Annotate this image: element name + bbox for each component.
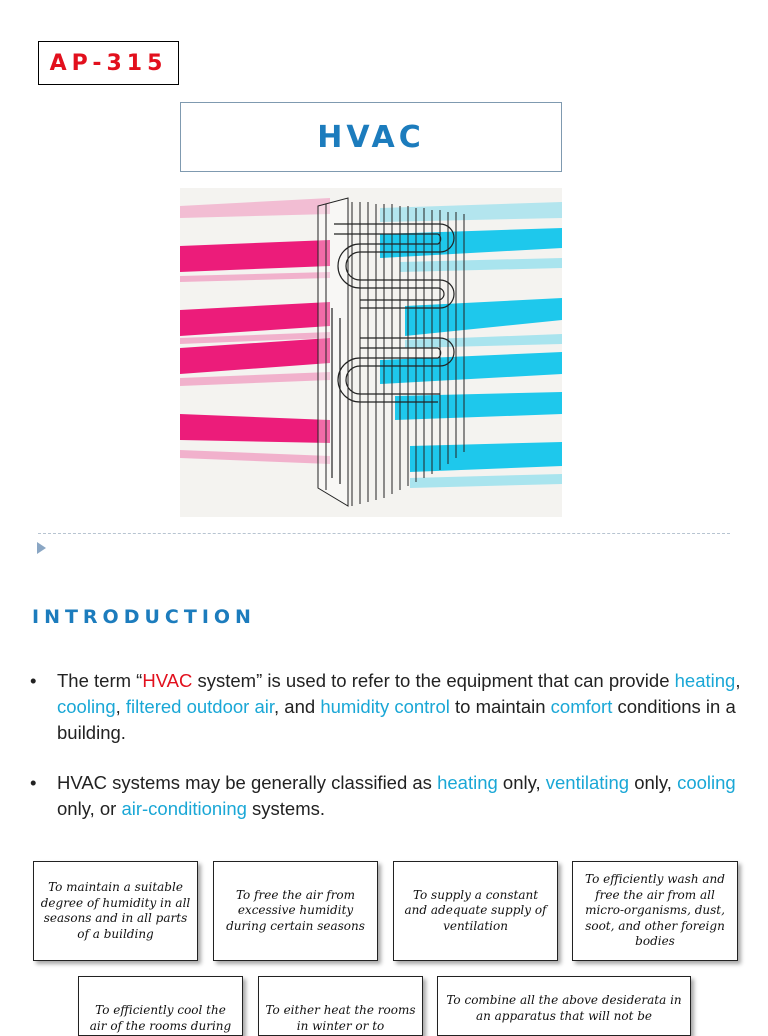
bullet-dot: •: [30, 670, 37, 691]
highlighted-term: humidity control: [320, 696, 450, 717]
bullet-text: [57, 770, 742, 822]
bullet-text: [57, 668, 742, 746]
hvac-coil-illustration: [180, 188, 562, 517]
text-segment: systems.: [246, 798, 326, 819]
bullet-item-2: [30, 770, 742, 822]
slide-title: HVAC: [180, 102, 562, 172]
highlighted-term: heating: [674, 670, 736, 691]
text-segment: only,: [629, 772, 678, 793]
objective-card: To supply a constant and adequate supply of ventilation: [393, 861, 558, 961]
highlighted-term: heating: [437, 772, 498, 793]
text-segment: ,: [115, 696, 126, 717]
slide-arrow-icon: [37, 542, 46, 554]
bullet-item-1: [30, 668, 742, 746]
text-segment: only,: [497, 772, 546, 793]
text-segment: to maintain: [449, 696, 551, 717]
objective-card: To efficiently wash and free the air from all micro-organisms, dust, soot, and other foreign bodies: [572, 861, 738, 961]
objective-card: To combine all the above desiderata in an apparatus that will not be: [437, 976, 691, 1036]
highlighted-term: air-conditioning: [121, 798, 247, 819]
slide-divider: [38, 533, 730, 534]
objective-card: To free the air from excessive humidity during certain seasons: [213, 861, 378, 961]
highlighted-term: ventilating: [545, 772, 630, 793]
text-segment: system” is used to refer to the equipment that can provide: [192, 670, 675, 691]
objective-card: To maintain a suitable degree of humidity in all seasons and in all parts of a building: [33, 861, 198, 961]
objective-card: To either heat the rooms in winter or to: [258, 976, 423, 1036]
text-segment: ,: [735, 670, 741, 691]
text-segment: only, or: [57, 798, 122, 819]
text-segment: The term “: [57, 670, 143, 691]
text-segment: , and: [274, 696, 321, 717]
text-segment: HVAC systems may be generally classified as: [57, 772, 438, 793]
highlighted-term: HVAC: [142, 670, 193, 691]
objective-card: To efficiently cool the air of the rooms during: [78, 976, 243, 1036]
highlighted-term: filtered outdoor air: [125, 696, 275, 717]
highlighted-term: comfort: [550, 696, 613, 717]
bullet-dot: •: [30, 772, 37, 793]
course-code-badge: AP-315: [38, 41, 179, 85]
highlighted-term: cooling: [677, 772, 736, 793]
text-segment: conditions in a building.: [57, 696, 736, 743]
section-heading: INTRODUCTION: [32, 606, 256, 628]
highlighted-term: cooling: [57, 696, 116, 717]
